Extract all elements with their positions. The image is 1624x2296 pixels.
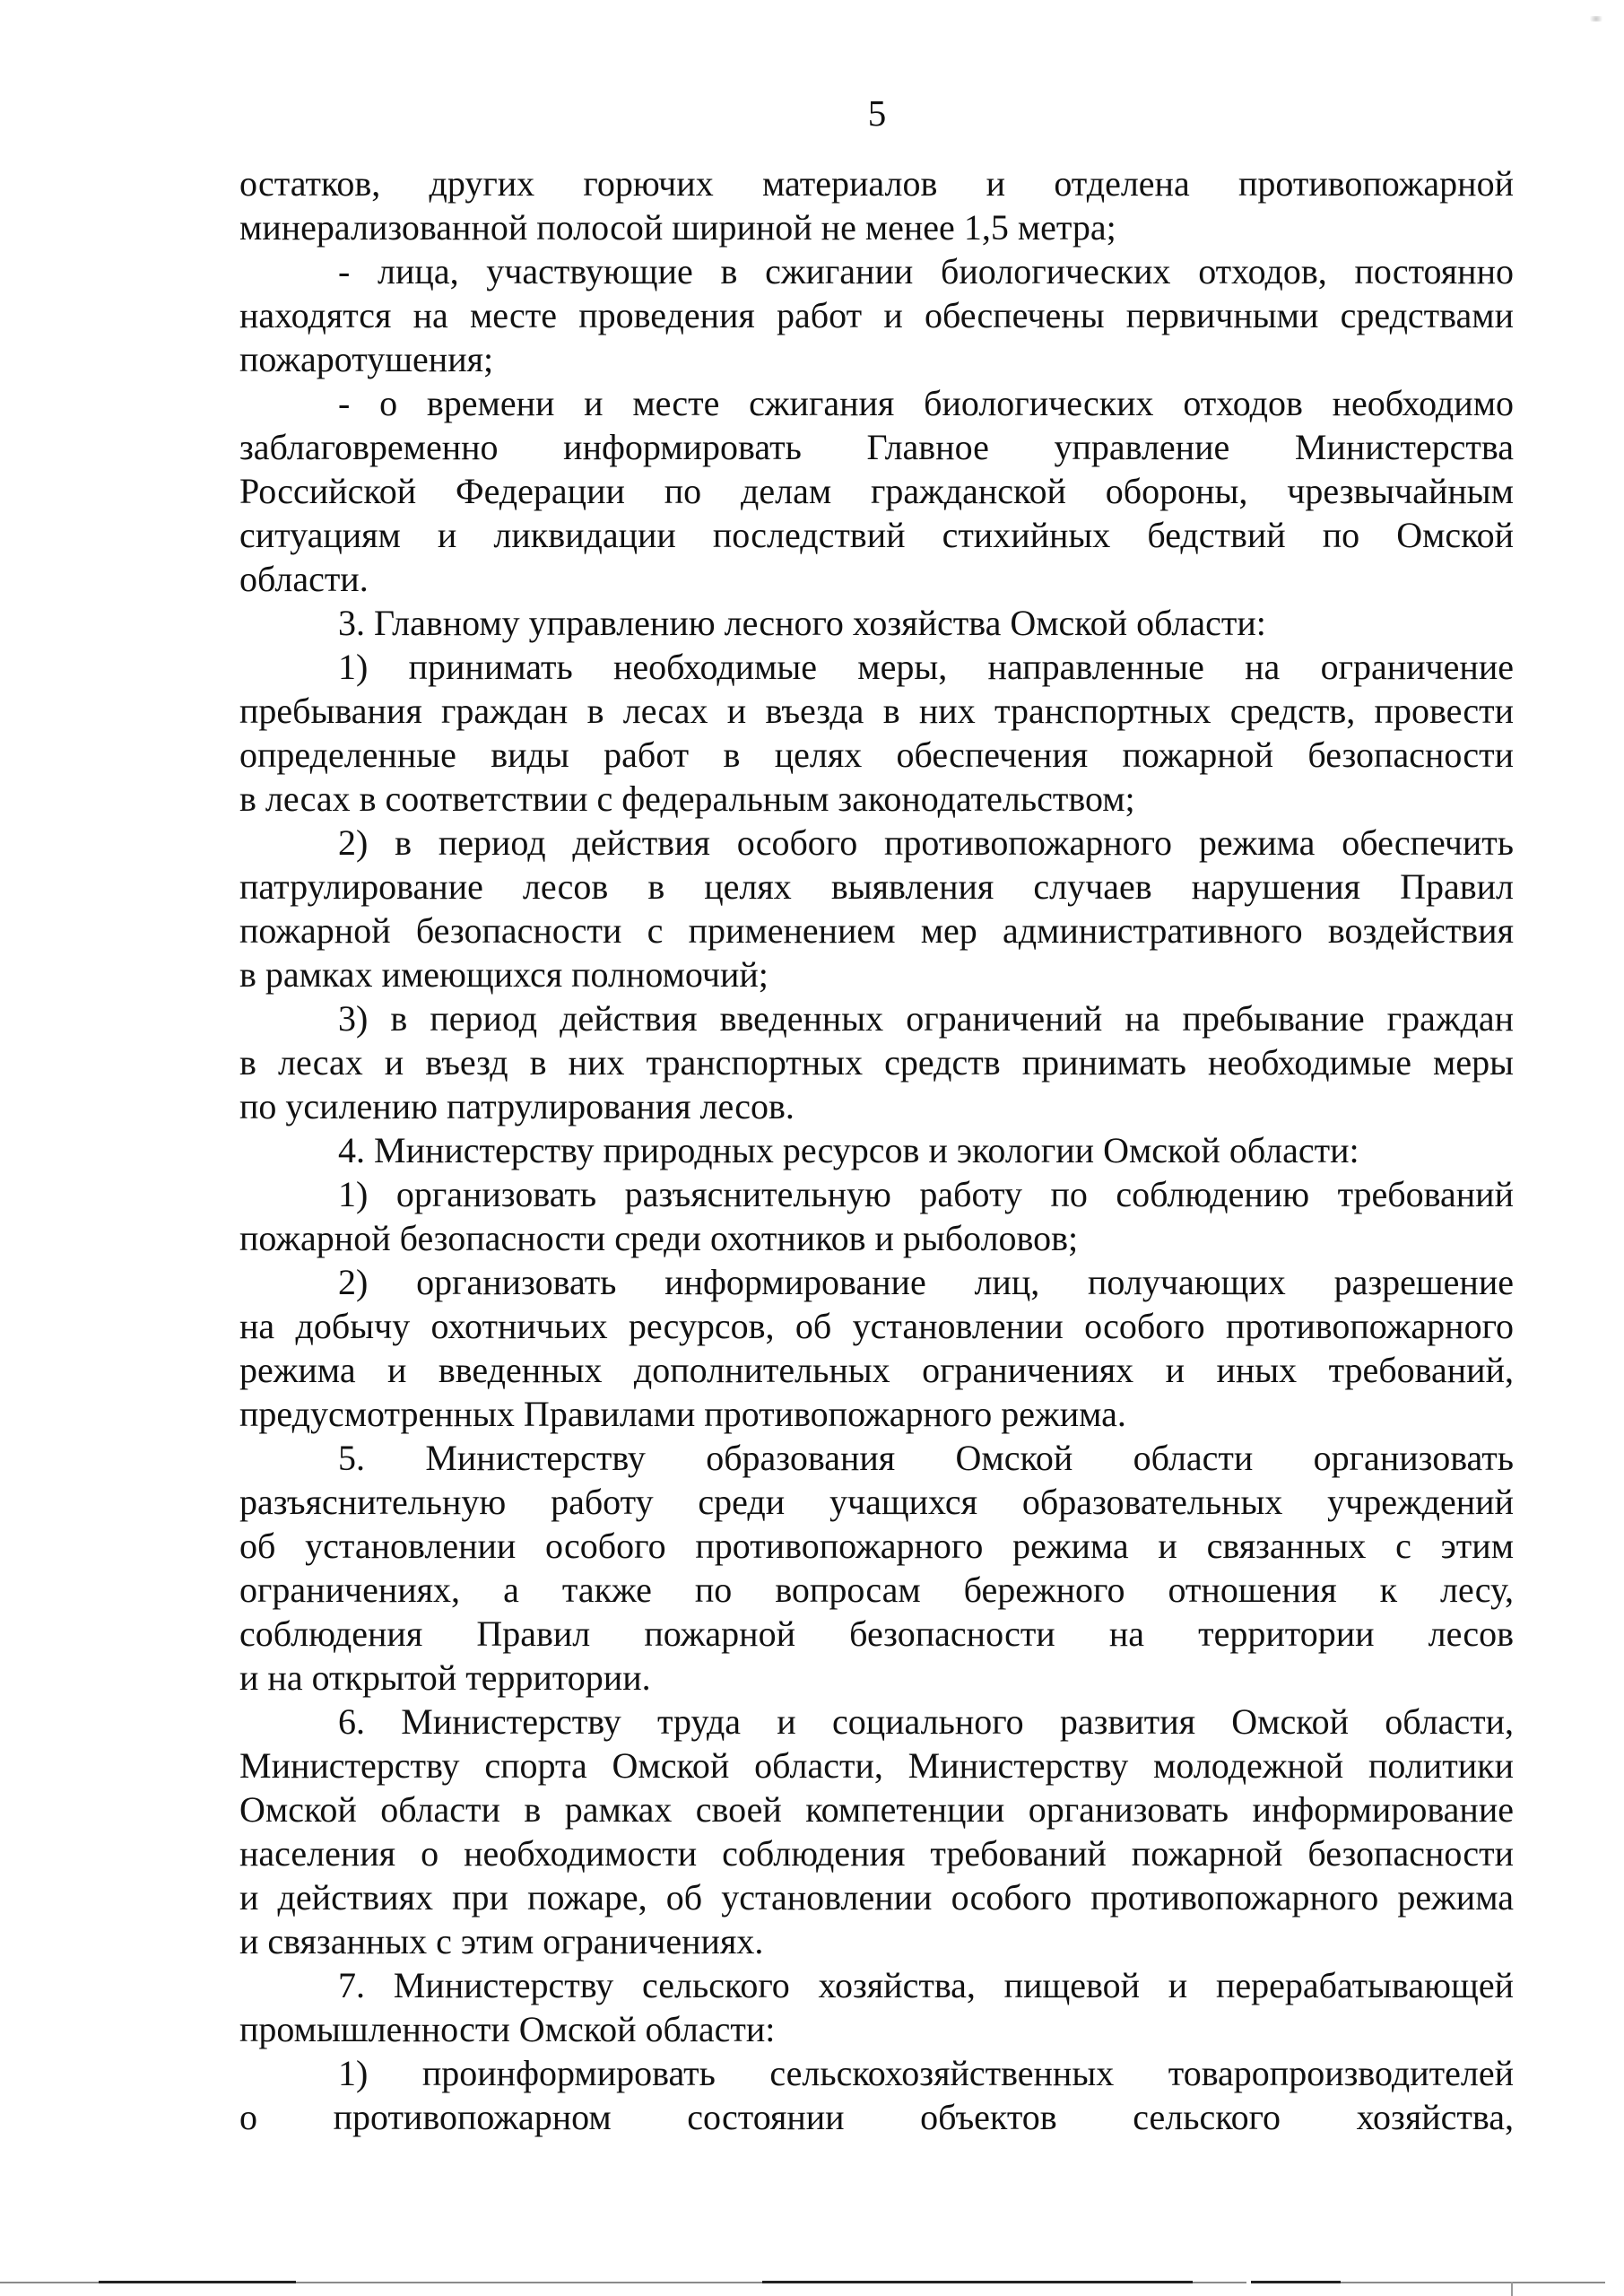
text-line-content: 2) в период действия особого противопожарного режима обеспечить [338, 822, 1514, 863]
text-line [338, 1260, 1514, 1304]
scan-edge-line [296, 2282, 762, 2283]
text-line [239, 425, 1514, 469]
text-line [239, 1216, 1514, 1260]
text-line-content: - лица, участвующие в сжигании биологических отходов, постоянно [338, 251, 1514, 291]
text-line [239, 1480, 1514, 1524]
text-line [239, 2095, 1514, 2139]
scan-edge-line [762, 2281, 1193, 2283]
text-line-content: в лесах в соответствии с федеральным законодательством; [239, 778, 1135, 819]
text-line-content: в рамках имеющихся полномочий; [239, 954, 769, 995]
text-line-content: 1) принимать необходимые меры, направленные на ограничение [338, 647, 1514, 687]
text-line [239, 1040, 1514, 1084]
scan-edge-line [99, 2281, 296, 2283]
text-line-content: населения о необходимости соблюдения требований пожарной безопасности [239, 1833, 1514, 1874]
text-line-content: пожаротушения; [239, 339, 494, 379]
text-line [239, 1568, 1514, 1612]
scan-edge-line [0, 2282, 108, 2283]
text-line [239, 1875, 1514, 1919]
text-line [239, 1656, 1514, 1700]
text-line [239, 1831, 1514, 1875]
text-line-content: и действиях при пожаре, об установлении особого противопожарного режима [239, 1877, 1514, 1918]
text-line-content: и на открытой территории. [239, 1657, 651, 1698]
text-line-content: разъяснительную работу среди учащихся образовательных учреждений [239, 1482, 1514, 1522]
text-line [239, 1744, 1514, 1787]
text-line-content: области. [239, 559, 369, 599]
text-line-content: заблаговременно информировать Главное управление Министерства [239, 427, 1514, 467]
text-line [338, 1963, 1514, 2007]
text-line [239, 513, 1514, 557]
text-line [239, 557, 1514, 601]
text-line [338, 2051, 1514, 2095]
text-line [239, 1612, 1514, 1656]
text-line-content: пожарной безопасности с применением мер административного воздействия [239, 910, 1514, 951]
text-line-content: предусмотренных Правилами противопожарного режима. [239, 1394, 1126, 1434]
text-line [239, 1524, 1514, 1568]
text-line [338, 821, 1514, 865]
text-line-content: находятся на месте проведения работ и обеспечены первичными средствами [239, 295, 1514, 335]
text-line-content: по усилению патрулирования лесов. [239, 1086, 795, 1126]
text-line-content: на добычу охотничьих ресурсов, об установлении особого противопожарного [239, 1306, 1514, 1346]
text-line-content: 1) проинформировать сельскохозяйственных товаропроизводителей [338, 2053, 1514, 2093]
text-line-content: Российской Федерации по делам гражданской обороны, чрезвычайным [239, 471, 1514, 511]
page-number: 5 [867, 92, 887, 134]
text-line-content: ограничениях, а также по вопросам бережного отношения к лесу, [239, 1570, 1514, 1610]
text-line [239, 1348, 1514, 1392]
text-line [239, 733, 1514, 777]
text-line-content: определенные виды работ в целях обеспечения пожарной безопасности [239, 735, 1514, 775]
text-line-content: 2) организовать информирование лиц, получающих разрешение [338, 1262, 1514, 1302]
text-line [239, 777, 1514, 821]
text-line-content: - о времени и месте сжигания биологических отходов необходимо [338, 383, 1514, 423]
text-line [239, 689, 1514, 733]
text-line-content: 7. Министерству сельского хозяйства, пищевой и перерабатывающей [338, 1965, 1514, 2005]
text-line-content: пребывания граждан в лесах и въезда в них транспортных средств, провести [239, 691, 1514, 731]
text-line [338, 1172, 1514, 1216]
scan-edge-tick [1511, 2282, 1513, 2296]
text-line [338, 1128, 1514, 1172]
text-line-content: и связанных с этим ограничениях. [239, 1921, 764, 1961]
scan-edge-line [1251, 2281, 1341, 2283]
text-line [239, 337, 1514, 381]
text-line [239, 909, 1514, 952]
text-line [338, 601, 1514, 645]
text-line-content: 3. Главному управлению лесного хозяйства Омской области: [338, 603, 1266, 643]
text-line [338, 1700, 1514, 1744]
text-line [338, 381, 1514, 425]
text-line-content: Министерству спорта Омской области, Министерству молодежной политики [239, 1745, 1514, 1786]
text-line-content: 4. Министерству природных ресурсов и экологии Омской области: [338, 1130, 1359, 1170]
text-line-content: 5. Министерству образования Омской области организовать [338, 1438, 1514, 1478]
text-line [338, 996, 1514, 1040]
text-line-content: Омской области в рамках своей компетенции организовать информирование [239, 1789, 1514, 1830]
text-line-content: ситуациям и ликвидации последствий стихийных бедствий по Омской [239, 515, 1514, 555]
text-line [239, 469, 1514, 513]
text-line-content: о противопожарном состоянии объектов сельского хозяйства, [239, 2097, 1514, 2137]
scan-artifact [1587, 16, 1605, 22]
text-line-content: режима и введенных дополнительных ограничениях и иных требований, [239, 1350, 1514, 1390]
text-line-content: патрулирование лесов в целях выявления случаев нарушения Правил [239, 866, 1514, 907]
text-line [239, 1304, 1514, 1348]
text-line [239, 1919, 1514, 1963]
scan-edge-line [1193, 2282, 1246, 2283]
text-line-content: пожарной безопасности среди охотников и рыболовов; [239, 1218, 1079, 1258]
text-line-content: 1) организовать разъяснительную работу по соблюдению требований [338, 1174, 1514, 1214]
text-line-content: минерализованной полосой шириной не менее 1,5 метра; [239, 207, 1116, 248]
text-line-content: 6. Министерству труда и социального развития Омской области, [338, 1701, 1514, 1742]
text-line [239, 2007, 1514, 2051]
text-line-content: остатков, других горючих материалов и отделена противопожарной [239, 163, 1514, 204]
text-line [239, 1392, 1514, 1436]
text-line [239, 293, 1514, 337]
text-line [239, 865, 1514, 909]
text-line [239, 1787, 1514, 1831]
text-line-content: соблюдения Правил пожарной безопасности на территории лесов [239, 1613, 1514, 1654]
text-line [239, 161, 1514, 205]
text-line-content: об установлении особого противопожарного режима и связанных с этим [239, 1526, 1514, 1566]
text-line [239, 205, 1514, 249]
text-line [239, 952, 1514, 996]
text-line-content: 3) в период действия введенных ограничений на пребывание граждан [338, 998, 1514, 1039]
text-line [239, 1084, 1514, 1128]
text-line [338, 1436, 1514, 1480]
text-line-content: промышленности Омской области: [239, 2009, 776, 2049]
text-line-content: в лесах и въезд в них транспортных средств принимать необходимые меры [239, 1042, 1514, 1083]
text-line [338, 249, 1514, 293]
scan-edge-line [1341, 2282, 1605, 2283]
text-line [338, 645, 1514, 689]
